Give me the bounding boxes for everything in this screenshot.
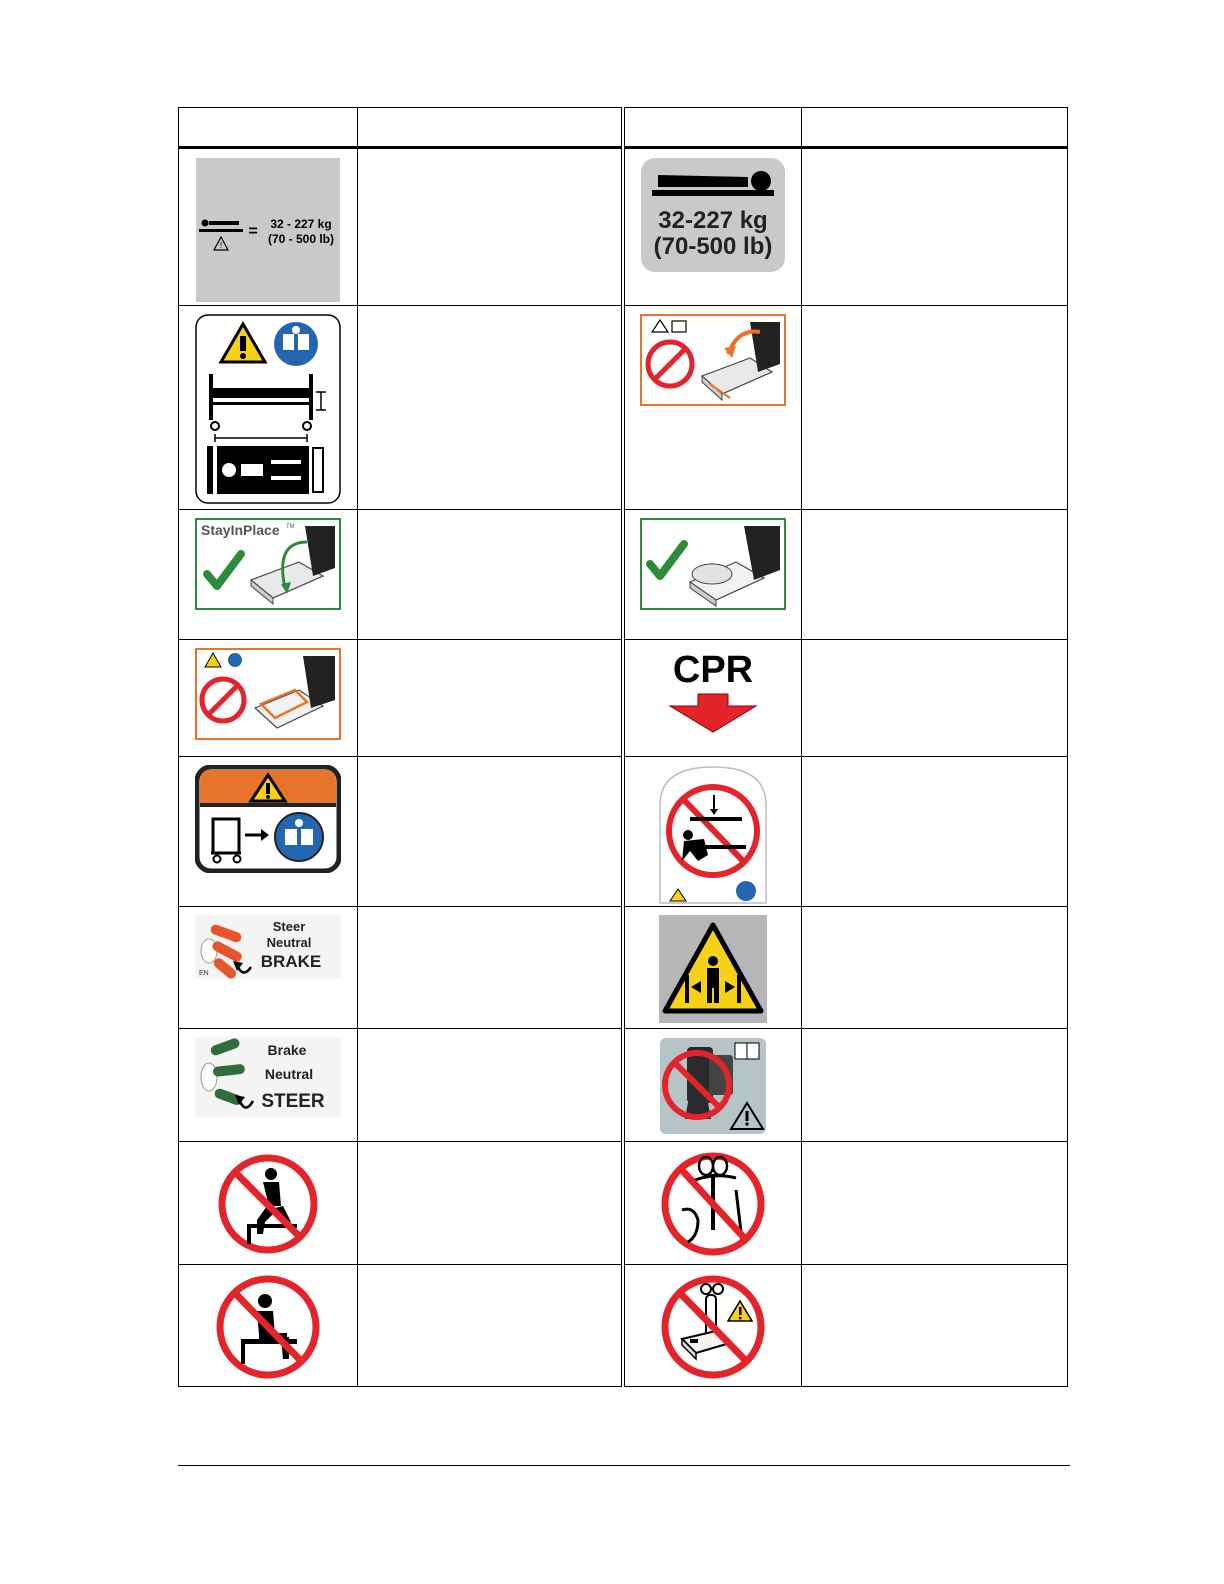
- symbol-cell: [623, 306, 801, 510]
- weight-lb-large-text: (70-500 lb): [653, 233, 773, 260]
- steer-neutral-brake-pedal-icon: [195, 915, 341, 979]
- brake-neutral-steer-pedal-icon: [195, 1037, 341, 1117]
- header-cell-symbol-1: [179, 108, 358, 148]
- symbol-cell: [179, 757, 358, 907]
- brake-label-text: BRAKE: [260, 952, 322, 971]
- no-equipment-on-bed-icon: [640, 1273, 786, 1381]
- description-cell: [801, 640, 1067, 757]
- stayinplace-brand-text: StayInPlace: [200, 522, 280, 538]
- description-cell: [801, 1142, 1067, 1265]
- no-sitting-on-bed-end-icon: [195, 1273, 341, 1381]
- no-foot-on-frame-icon: [659, 1037, 767, 1135]
- description-cell: [357, 1029, 623, 1142]
- neutral-label-text: Neutral: [266, 935, 312, 950]
- symbol-cell: [179, 148, 358, 306]
- header-cell-description-1: [357, 108, 623, 148]
- symbol-cell: [623, 1265, 801, 1387]
- mattress-placement-correct-icon: [640, 518, 786, 610]
- neutral-label-text: Neutral: [264, 1066, 314, 1082]
- table-row: [179, 510, 1068, 640]
- description-cell: [801, 148, 1067, 306]
- weight-capacity-label-icon: [195, 157, 341, 303]
- table-header-row: [179, 108, 1068, 148]
- trademark-text: TM: [285, 524, 295, 530]
- table-row: [179, 306, 1068, 510]
- table-row: [179, 1029, 1068, 1142]
- symbol-cell: [179, 907, 358, 1029]
- description-cell: [357, 510, 623, 640]
- symbol-cell: [623, 1142, 801, 1265]
- symbol-cell: [623, 757, 801, 907]
- symbol-cell: [623, 510, 801, 640]
- description-cell: [801, 907, 1067, 1029]
- mattress-dimensions-warning-icon: [195, 314, 341, 504]
- table-row: [179, 757, 1068, 907]
- cpr-release-icon: [640, 648, 786, 740]
- description-cell: [357, 306, 623, 510]
- weight-kg-large-text: 32-227 kg: [658, 207, 768, 234]
- transport-warning-read-manual-icon: [195, 765, 341, 873]
- steer-label-text: STEER: [261, 1091, 325, 1112]
- table-row: [179, 640, 1068, 757]
- do-not-reverse-mattress-icon: [195, 648, 341, 740]
- symbol-cell: [179, 1029, 358, 1142]
- description-cell: [357, 148, 623, 306]
- description-cell: [801, 510, 1067, 640]
- equals-sign: =: [248, 223, 258, 240]
- symbol-cell: [179, 640, 358, 757]
- description-cell: [357, 640, 623, 757]
- table-row: [179, 148, 1068, 306]
- header-cell-description-2: [801, 108, 1067, 148]
- symbol-cell: [179, 1265, 358, 1387]
- crush-hazard-warning-icon: [659, 915, 767, 1023]
- brake-label-text: Brake: [267, 1042, 307, 1058]
- stayinplace-correct-icon: [195, 518, 341, 610]
- description-cell: [801, 1265, 1067, 1387]
- description-cell: [801, 306, 1067, 510]
- weight-kg-text: 32 - 227 kg: [270, 217, 332, 231]
- table-row: [179, 907, 1068, 1029]
- footer-divider: [178, 1465, 1070, 1466]
- language-code-text: EN: [198, 970, 209, 977]
- symbol-cell: [623, 148, 801, 306]
- no-hanging-on-rail-icon: [640, 1150, 786, 1256]
- description-cell: [357, 757, 623, 907]
- description-cell: [801, 1029, 1067, 1142]
- no-stepping-on-bed-icon: [195, 1150, 341, 1256]
- steer-label-text: Steer: [272, 919, 306, 934]
- symbol-cell: [179, 510, 358, 640]
- symbol-table-container: [178, 107, 1068, 1387]
- description-cell: [801, 757, 1067, 907]
- svg-text:!: !: [219, 241, 223, 250]
- header-cell-symbol-2: [623, 108, 801, 148]
- symbol-cell: [179, 306, 358, 510]
- patient-weight-range-icon: [640, 157, 786, 273]
- do-not-flip-mattress-icon: [640, 314, 786, 406]
- symbol-cell: [623, 1029, 801, 1142]
- symbol-cell: [623, 907, 801, 1029]
- table-row: [179, 1142, 1068, 1265]
- table-row: [179, 1265, 1068, 1387]
- weight-lb-text: (70 - 500 lb): [267, 232, 334, 246]
- description-cell: [357, 907, 623, 1029]
- description-cell: [357, 1142, 623, 1265]
- symbol-cell: [623, 640, 801, 757]
- cpr-text: CPR: [673, 649, 754, 691]
- description-cell: [357, 1265, 623, 1387]
- symbol-table: [178, 107, 1068, 1387]
- symbol-cell: [179, 1142, 358, 1265]
- no-crouching-under-bed-icon: [658, 765, 768, 905]
